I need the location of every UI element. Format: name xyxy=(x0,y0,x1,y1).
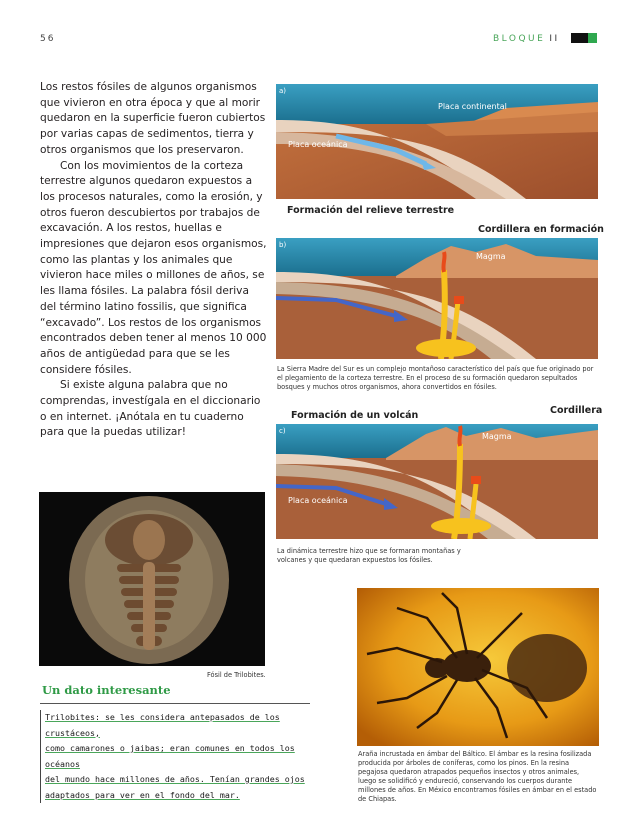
panel-c-letter: c) xyxy=(279,427,286,435)
fun-fact-line: del mundo hace millones de años. Tenían grandes ojos xyxy=(45,774,305,784)
diagram-panel-a xyxy=(276,84,598,199)
volcano-formation-label: Formación de un volcán xyxy=(291,410,419,421)
magma-label-b: Magma xyxy=(476,252,506,261)
block-label xyxy=(493,34,560,44)
oceanic-plate-label-a: Placa oceánica xyxy=(288,140,348,149)
caption-sierra-madre: La Sierra Madre del Sur es un complejo montañoso característico del país que fue originado por el plegamiento de la corteza terrestre. En el proceso de su formación quedaron sepultados bosques y muchos otros organismos, ahora convertidos en fósiles. xyxy=(277,365,594,391)
continental-plate-label: Placa continental xyxy=(438,102,507,111)
paragraph-2: Con los movimientos de la corteza terrestre algunos quedaron expuestos a los procesos naturales, como la erosión, y otros fueron descubiertos por trabajos de excavación. A los restos, huellas e impresiones que dejaron esos organismos, como las plantas y los animales que vivieron hace miles o millones de años, se les llama fósiles. La palabra fósil deriva del término latino fossilis, que significa “excavado”. Los restos de los organismos encontrados deben tener al menos 10 000 años de antigüedad para que se les considere fósiles. xyxy=(40,159,267,376)
amber-spider-photo xyxy=(357,588,599,746)
fun-fact-line: como camarones o jaibas; eran comunes en todos los océanos xyxy=(45,743,295,769)
diagram-panel-c xyxy=(276,424,598,539)
trilobite-fossil-image xyxy=(39,492,265,666)
diagram-panel-b xyxy=(276,238,598,359)
fun-fact-line: adaptados para ver en el fondo del mar. xyxy=(45,789,240,800)
caption-dinamica: La dinámica terrestre hizo que se formaran montañas y volcanes y que quedaran expuestos los fósiles. xyxy=(277,547,461,564)
block-label-text: BLOQUE xyxy=(493,34,546,44)
oceanic-plate-label-c: Placa oceánica xyxy=(288,496,348,505)
panel-b-letter: b) xyxy=(279,241,287,249)
fun-fact-title: Un dato interesante xyxy=(42,683,171,697)
magma-label-c: Magma xyxy=(482,432,512,441)
trilobite-photo xyxy=(39,492,265,666)
plate-subduction-illustration-c xyxy=(276,424,598,539)
paragraph-1: Los restos fósiles de algunos organismos que vivieron en otra época y que al morir quedaron en la superficie fueron cubiertos por varias capas de sedimentos, tierra y otros organismos que los preservaron. xyxy=(40,81,266,156)
amber-spider-image xyxy=(357,588,599,746)
panel-a-letter: a) xyxy=(279,87,287,95)
cordillera-formation-label: Cordillera en formación xyxy=(478,224,604,235)
paragraph-3: Si existe alguna palabra que no comprendas, investígala en el diccionario o en internet. ¡Anótala en tu cuaderno para que la puedas utilizar! xyxy=(40,379,261,439)
diagram-a-title: Formación del relieve terrestre xyxy=(287,205,455,216)
fun-fact-text xyxy=(40,710,315,803)
caption-trilobite: Fósil de Trilobites. xyxy=(207,671,266,679)
block-number: II xyxy=(549,34,560,44)
fun-fact-divider xyxy=(40,703,310,704)
cordillera-label: Cordillera xyxy=(550,405,603,416)
fun-fact-box xyxy=(40,683,315,803)
plate-subduction-illustration-b xyxy=(276,238,598,359)
caption-amber: Araña incrustada en ámbar del Báltico. El ámbar es la resina fosilizada producida por árboles de coníferas, como los pinos. En la resina pegajosa quedaron atrapados pequeños insectos y otros animales, luego se solidificó y endureció, conservando los cuerpos durante millones de años. En México encontramos fósiles en ámbar en el estado de Chiapas. xyxy=(358,750,597,803)
block-color-bar xyxy=(571,33,597,43)
fun-fact-line: Trilobites: se les considera antepasados de los crustáceos, xyxy=(45,712,280,738)
main-text xyxy=(40,80,268,441)
page-number: 56 xyxy=(40,34,56,44)
